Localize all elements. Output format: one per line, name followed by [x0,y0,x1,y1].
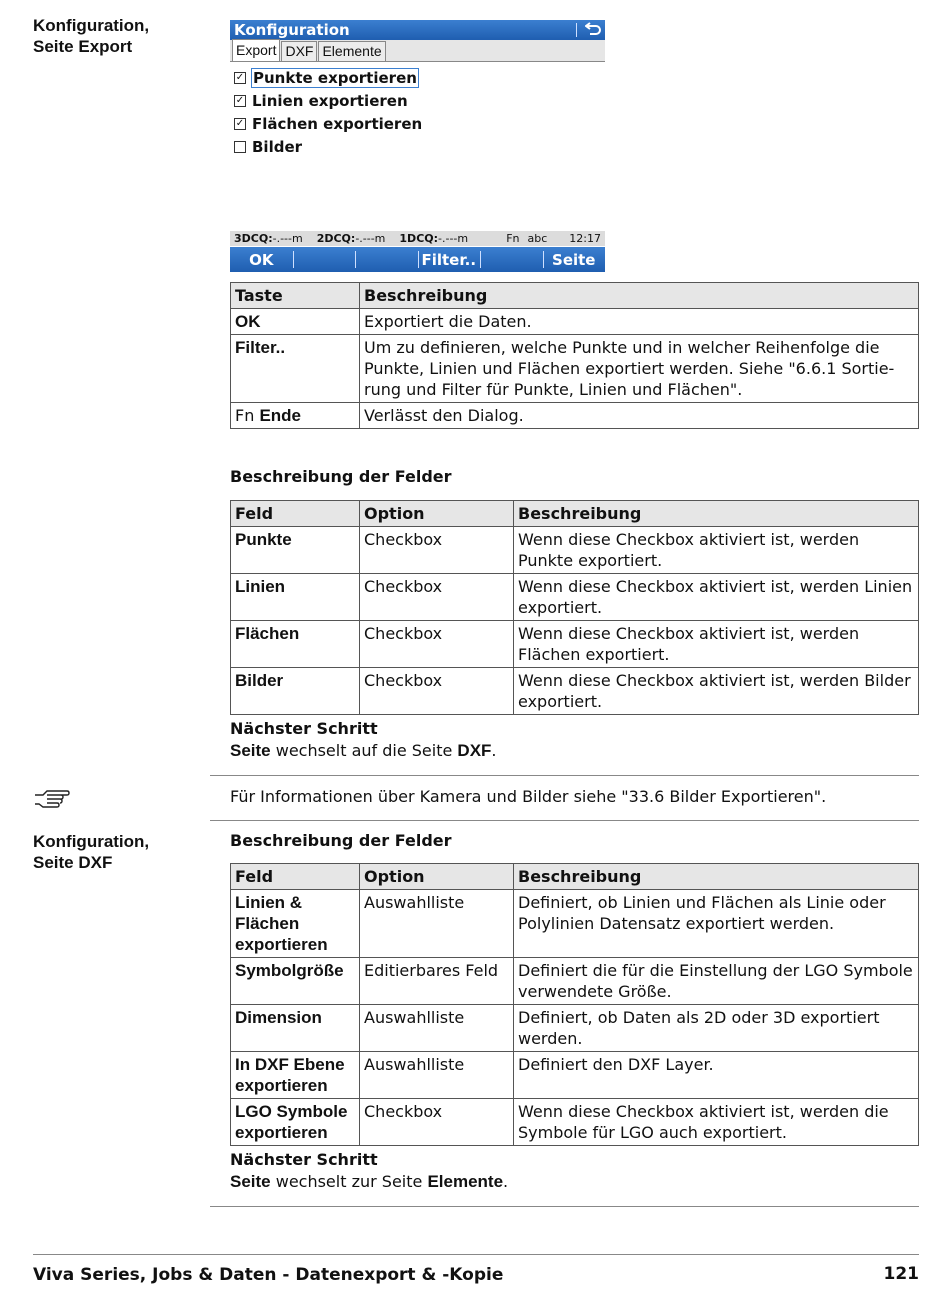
tab-bar [230,40,605,62]
fn-indicator: Fn [506,232,520,245]
column-header: Taste [231,283,360,309]
checkbox-checked-icon[interactable]: ✓ [235,94,245,106]
divider [210,820,919,821]
footer-title: Viva Series, Jobs & Daten - Datenexport & -Kopie [33,1265,504,1285]
divider [210,775,919,776]
fields-title: Beschreibung der Felder [230,467,452,486]
table-row: Dimension Auswahlliste Definiert, ob Daten als 2D oder 3D exportiert werden. [231,1005,919,1052]
tab-dxf[interactable]: DXF [281,41,317,61]
table-row: Linien & Flächen exportieren Auswahlliste Definiert, ob Linien und Flächen als Linie oder Polylinien Datensatz exportiert werden. [231,890,919,958]
clock: 12:17 [569,232,601,245]
keys-table [230,282,919,429]
fields-table-export: Feld Option Beschreibung Punkte Checkbox Wenn diese Checkbox aktiviert ist, werden Punkte exportiert. Linien Checkbox Wenn diese Checkbox aktiviert ist, werden Linien exportiert. Flächen Checkbox Wenn diese Checkbox aktiviert ist, werden Flächen exportiert. Bilder Checkbox Wenn diese Checkbox aktiviert ist, werden Bilder exportiert. [230,500,919,715]
next-step-text: Seite wechselt auf die Seite DXF. [230,741,497,760]
checkbox-checked-icon[interactable]: ✓ [235,117,245,129]
checkbox-checked-icon[interactable]: ✓ [235,71,245,83]
tab-elemente[interactable]: Elemente [318,41,385,61]
fields-title: Beschreibung der Felder [230,831,452,850]
fields-table-dxf: Feld Option Beschreibung Linien & Flächen exportieren Auswahlliste Definiert, ob Linien und Flächen als Linie oder Polylinien Datensatz exportiert werden. Symbolgröße Editierbares Feld Definiert die für die Einstellung der LGO Symbole verwendete Größe. Dimension Auswahlliste Definiert, ob Daten als 2D oder 3D exportiert werden. In DXF Ebene exportieren Auswahlliste Definiert den DXF Layer. LGO Symbole exportieren Checkbox Wenn diese Checkbox aktiviert ist, werden die Symbole für LGO auch exportiert. [230,863,919,1146]
table-row: Filter.. Um zu definieren, welche Punkte und in welcher Reihenfolge die Punkte, Linien und Flächen exportiert werden. Siehe "6.6.1 Sortie-rung und Filter für Punkte, Linien und Flächen". [231,335,919,403]
checkbox-bilder[interactable]: Bilder [234,135,605,158]
table-row: Punkte Checkbox Wenn diese Checkbox aktiviert ist, werden Punkte exportiert. [231,527,919,574]
input-mode-indicator: abc [527,232,548,245]
section-heading-export: Konfiguration, Seite Export [33,16,150,56]
softkey-bar [230,247,605,272]
divider [210,1206,919,1207]
column-header: Beschreibung [360,283,919,309]
next-step-title: Nächster Schritt [230,719,378,738]
table-row: In DXF Ebene exportieren Auswahlliste Definiert den DXF Layer. [231,1052,919,1099]
screen-titlebar [230,20,605,40]
footer-rule [33,1254,919,1255]
table-row: Linien Checkbox Wenn diese Checkbox aktiviert ist, werden Linien exportiert. [231,574,919,621]
empty-softkey[interactable] [355,247,418,272]
note-text: Für Informationen über Kamera und Bilder siehe "33.6 Bilder Exportieren". [230,787,827,806]
seite-softkey[interactable]: Seite [543,247,606,272]
checkbox-punkte[interactable]: ✓ Punkte exportieren [235,68,417,87]
table-row: Symbolgröße Editierbares Feld Definiert die für die Einstellung der LGO Symbole verwendete Größe. [231,958,919,1005]
undo-arrow-icon[interactable] [585,21,601,39]
status-bar: 3DCQ:-.---m 2DCQ:-.---m 1DCQ:-.---m Fn abc 12:17 [230,231,605,246]
empty-softkey[interactable] [480,247,543,272]
screen-title: Konfiguration [234,21,350,39]
next-step-text: Seite wechselt zur Seite Elemente. [230,1172,509,1191]
device-screen [230,20,605,158]
table-row: Fn Ende Verlässt den Dialog. [231,403,919,429]
tab-export[interactable]: Export [232,39,280,61]
page-number: 121 [883,1264,919,1284]
table-row: OK Exportiert die Daten. [231,309,919,335]
table-row: Bilder Checkbox Wenn diese Checkbox aktiviert ist, werden Bilder exportiert. [231,668,919,715]
filter-softkey[interactable]: Filter.. [418,247,481,272]
table-row: Flächen Checkbox Wenn diese Checkbox aktiviert ist, werden Flächen exportiert. [231,621,919,668]
next-step-title: Nächster Schritt [230,1150,378,1169]
checkbox-unchecked-icon[interactable] [234,141,246,153]
section-heading-dxf: Konfiguration, Seite DXF [33,832,150,872]
empty-softkey[interactable] [293,247,356,272]
ok-softkey[interactable]: OK [249,250,274,269]
table-row: LGO Symbole exportieren Checkbox Wenn diese Checkbox aktiviert ist, werden die Symbole für LGO auch exportiert. [231,1099,919,1146]
checkbox-flaechen[interactable]: ✓ Flächen exportieren [235,114,423,133]
pointing-hand-icon [33,787,71,813]
checkbox-list [230,62,605,158]
checkbox-linien[interactable]: ✓ Linien exportieren [235,91,408,110]
